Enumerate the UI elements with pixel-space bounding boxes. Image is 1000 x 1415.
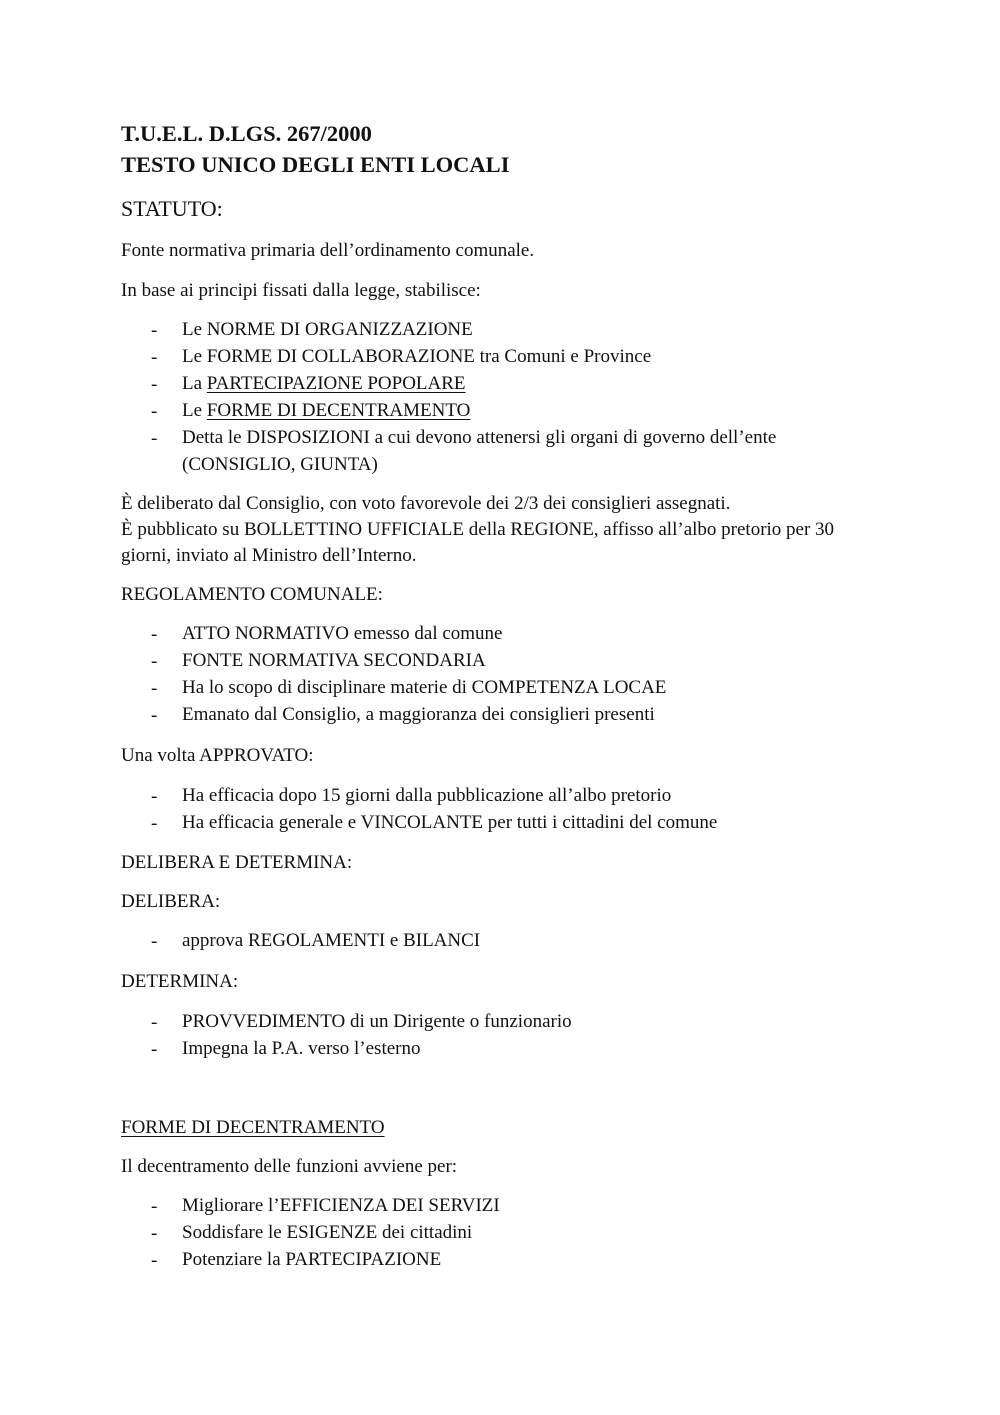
bullet-dash: - xyxy=(151,651,158,672)
decentramento-item-1: Migliorare l’EFFICIENZA DEI SERVIZI xyxy=(182,1195,500,1216)
bullet-dash: - xyxy=(151,705,158,726)
statuto-paragraph-2: In base ai principi fissati dalla legge, stabilisce: xyxy=(121,280,481,301)
bullet-dash: - xyxy=(151,401,158,422)
statuto-item-2: Le FORME DI COLLABORAZIONE tra Comuni e Province xyxy=(182,346,652,367)
bullet-dash: - xyxy=(151,786,158,807)
bullet-dash: - xyxy=(151,624,158,645)
determina-item-1: PROVVEDIMENTO di un Dirigente o funzionario xyxy=(182,1011,572,1032)
bullet-dash: - xyxy=(151,1012,158,1033)
approvato-item-2: Ha efficacia generale e VINCOLANTE per tutti i cittadini del comune xyxy=(182,812,718,833)
regolamento-item-1: ATTO NORMATIVO emesso dal comune xyxy=(182,623,503,644)
decentramento-item-2: Soddisfare le ESIGENZE dei cittadini xyxy=(182,1222,473,1243)
bullet-dash: - xyxy=(151,1196,158,1217)
statuto-after-3: giorni, inviato al Ministro dell’Interno. xyxy=(121,545,417,566)
statuto-paragraph-1: Fonte normativa primaria dell’ordinamento comunale. xyxy=(121,240,535,261)
bullet-dash: - xyxy=(151,678,158,699)
statuto-after-2: È pubblicato su BOLLETTINO UFFICIALE della REGIONE, affisso all’albo pretorio per 30 xyxy=(121,519,835,540)
doc-title-line-1: T.U.E.L. D.LGS. 267/2000 xyxy=(121,121,372,146)
regolamento-item-2: FONTE NORMATIVA SECONDARIA xyxy=(182,650,486,671)
bullet-dash: - xyxy=(151,428,158,449)
statuto-heading: STATUTO: xyxy=(121,196,223,221)
decentramento-intro: Il decentramento delle funzioni avviene per: xyxy=(121,1156,458,1177)
approvato-item-1: Ha efficacia dopo 15 giorni dalla pubblicazione all’albo pretorio xyxy=(182,785,672,806)
regolamento-item-3: Ha lo scopo di disciplinare materie di COMPETENZA LOCAE xyxy=(182,677,667,698)
determina-label: DETERMINA: xyxy=(121,971,239,992)
decentramento-heading: FORME DI DECENTRAMENTO xyxy=(121,1117,385,1138)
statuto-item-5: Detta le DISPOSIZIONI a cui devono attenersi gli organi di governo dell’ente xyxy=(182,427,777,448)
underlined-term: FORME DI DECENTRAMENTO xyxy=(206,400,471,421)
delibera-item-1: approva REGOLAMENTI e BILANCI xyxy=(182,930,481,951)
statuto-item-3: La PARTECIPAZIONE POPOLARE xyxy=(182,373,466,394)
statuto-item-5-continuation: (CONSIGLIO, GIUNTA) xyxy=(182,454,378,475)
statuto-item-1: Le NORME DI ORGANIZZAZIONE xyxy=(182,319,473,340)
approvato-heading: Una volta APPROVATO: xyxy=(121,745,314,766)
bullet-dash: - xyxy=(151,1250,158,1271)
decentramento-item-3: Potenziare la PARTECIPAZIONE xyxy=(182,1249,442,1270)
bullet-dash: - xyxy=(151,1223,158,1244)
bullet-dash: - xyxy=(151,813,158,834)
underlined-term: PARTECIPAZIONE POPOLARE xyxy=(206,373,466,394)
statuto-after-1: È deliberato dal Consiglio, con voto favorevole dei 2/3 dei consiglieri assegnati. xyxy=(121,493,731,514)
determina-item-2: Impegna la P.A. verso l’esterno xyxy=(182,1038,421,1059)
bullet-dash: - xyxy=(151,347,158,368)
bullet-dash: - xyxy=(151,931,158,952)
doc-title-line-2: TESTO UNICO DEGLI ENTI LOCALI xyxy=(121,152,510,177)
delibera-label: DELIBERA: xyxy=(121,891,221,912)
bullet-dash: - xyxy=(151,1039,158,1060)
regolamento-item-4: Emanato dal Consiglio, a maggioranza dei consiglieri presenti xyxy=(182,704,655,725)
statuto-item-4: Le FORME DI DECENTRAMENTO xyxy=(182,400,471,421)
delibera-determina-heading: DELIBERA E DETERMINA: xyxy=(121,852,353,873)
regolamento-heading: REGOLAMENTO COMUNALE: xyxy=(121,584,383,605)
bullet-dash: - xyxy=(151,374,158,395)
bullet-dash: - xyxy=(151,320,158,341)
